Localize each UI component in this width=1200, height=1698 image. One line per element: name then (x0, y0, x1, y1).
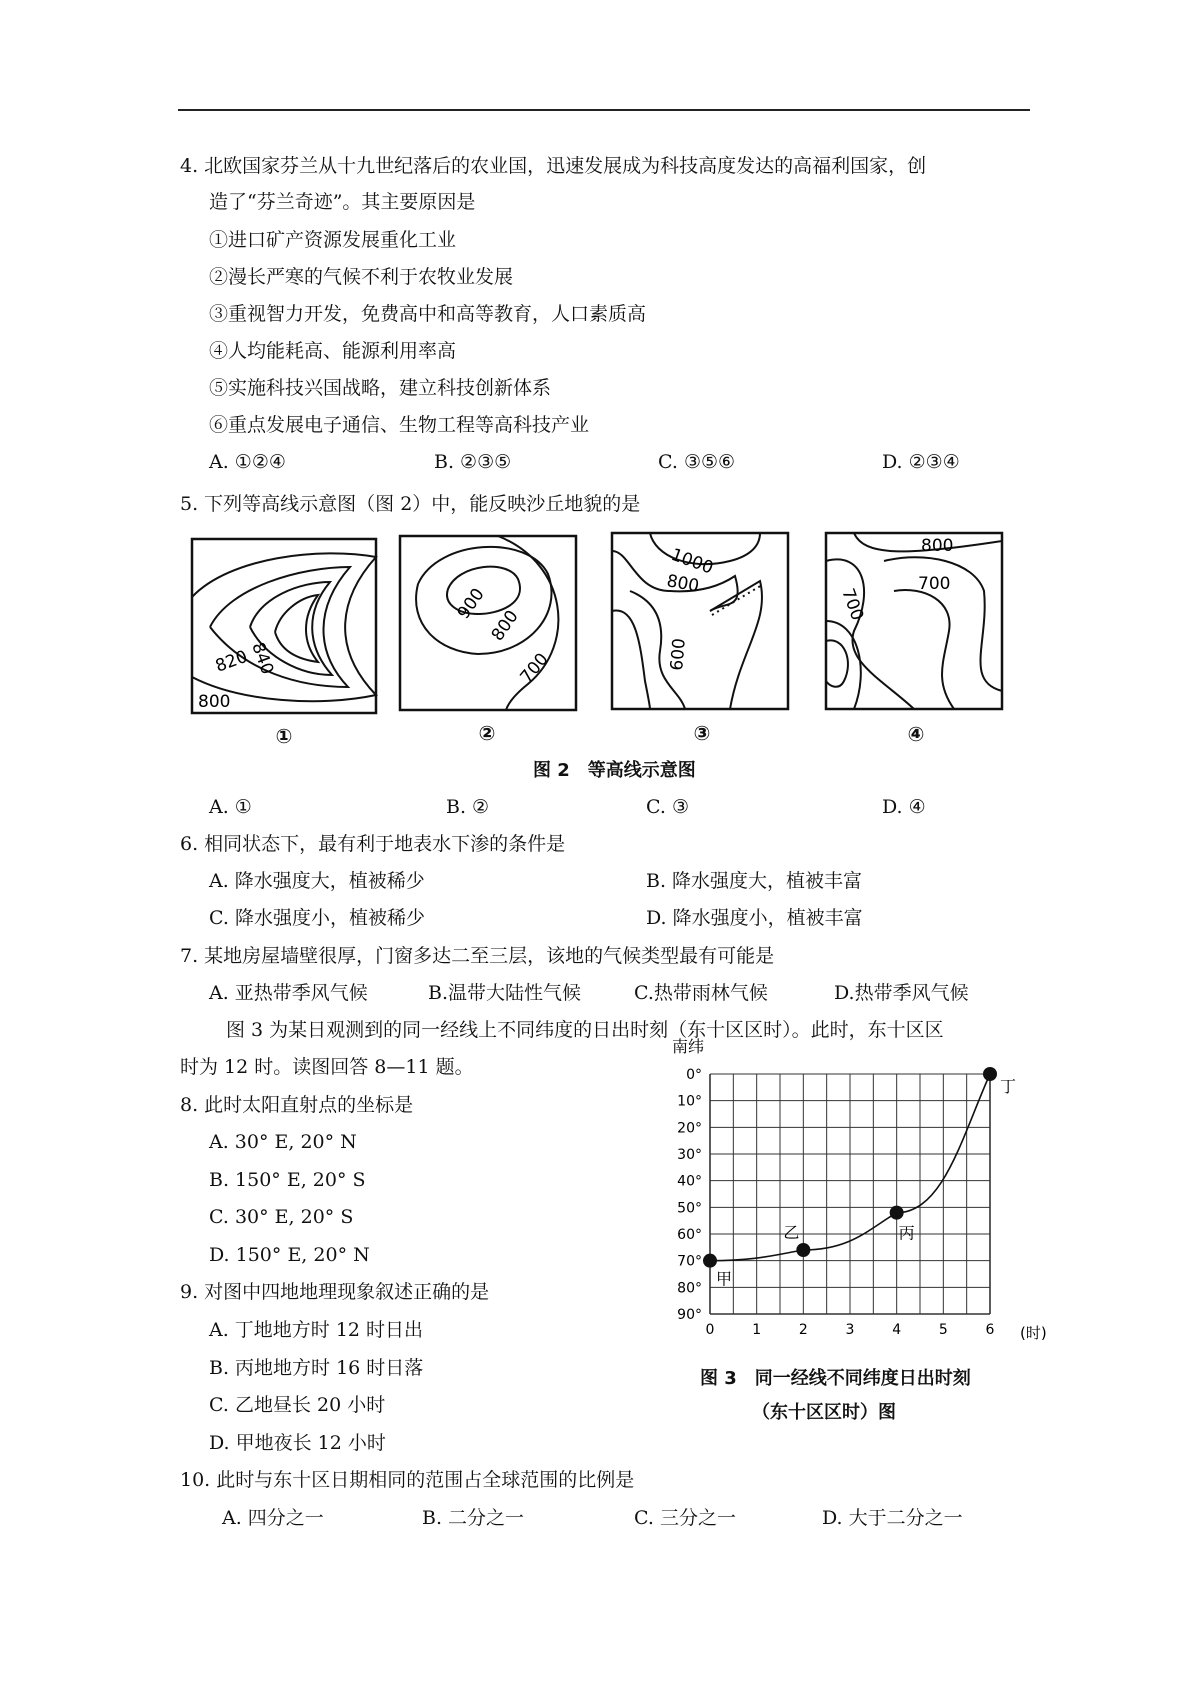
sunrise-chart (660, 1038, 1050, 1350)
q5-option-a[interactable]: A. ① (209, 796, 252, 818)
q8-option-c[interactable]: C. 30° E, 20° S (209, 1206, 354, 1228)
figure-2-caption: 图 2 等高线示意图 (533, 760, 696, 781)
y-tick-label: 20° (677, 1120, 702, 1137)
y-tick-label: 70° (677, 1253, 702, 1270)
q6-option-c[interactable]: C. 降水强度小，植被稀少 (209, 907, 425, 929)
q9-stem: 9. 对图中四地地理现象叙述正确的是 (180, 1281, 490, 1303)
q6-option-b[interactable]: B. 降水强度大，植被丰富 (646, 870, 863, 892)
x-tick-label: 4 (892, 1322, 902, 1338)
q8-option-b[interactable]: B. 150° E, 20° S (209, 1169, 366, 1191)
q9-option-d[interactable]: D. 甲地夜长 12 小时 (209, 1432, 386, 1454)
map-number-4: ④ (907, 722, 925, 746)
contour-label: 700 (918, 574, 951, 594)
point-label: 甲 (716, 1269, 733, 1289)
x-axis-unit: (时) (1020, 1324, 1047, 1342)
q4-stem-line1: 4. 北欧国家芬兰从十九世纪落后的农业国，迅速发展成为科技高度发达的高福利国家，创 (180, 155, 927, 177)
map-number-1: ① (275, 724, 293, 748)
data-point-甲 (703, 1254, 717, 1268)
x-tick-label: 6 (985, 1322, 995, 1338)
q5-option-b[interactable]: B. ② (446, 796, 490, 818)
q4-item: ⑤实施科技兴国战略，建立科技创新体系 (209, 377, 552, 399)
q4-item: ⑥重点发展电子通信、生物工程等高科技产业 (209, 414, 590, 436)
q7-option-d[interactable]: D.热带季风气候 (834, 982, 969, 1004)
contour-label: 800 (198, 692, 231, 712)
x-tick-label: 5 (938, 1322, 948, 1338)
intro-line1: 图 3 为某日观测到的同一经线上不同纬度的日出时刻（东十区区时）。此时，东十区区 (226, 1019, 944, 1041)
map-number-2: ② (478, 721, 496, 745)
y-tick-label: 80° (677, 1280, 702, 1297)
contour-label: 820 (212, 646, 251, 677)
contour-label: 840 (247, 639, 278, 678)
q9-option-b[interactable]: B. 丙地地方时 16 时日落 (209, 1357, 424, 1379)
x-tick-label: 0 (705, 1322, 715, 1338)
y-tick-label: 10° (677, 1093, 702, 1110)
contour-label: 700 (516, 649, 553, 688)
q10-stem: 10. 此时与东十区日期相同的范围占全球范围的比例是 (180, 1469, 635, 1491)
y-tick-label: 60° (677, 1227, 702, 1243)
data-point-丁 (983, 1067, 997, 1081)
y-tick-label: 40° (677, 1173, 702, 1190)
contour-map-1 (190, 537, 378, 715)
contour-label: 1000 (668, 544, 716, 579)
q6-option-a[interactable]: A. 降水强度大，植被稀少 (209, 870, 425, 892)
q4-item: ④人均能耗高、能源利用率高 (209, 340, 457, 362)
contour-label: 700 (837, 585, 868, 624)
contour-label: 600 (667, 637, 690, 672)
figure-3-caption-line1: 图 3 同一经线不同纬度日出时刻 (700, 1368, 971, 1389)
y-tick-label: 50° (677, 1200, 702, 1217)
y-tick-label: 30° (677, 1147, 702, 1163)
header-rule (178, 109, 1030, 111)
q8-option-a[interactable]: A. 30° E, 20° N (209, 1131, 357, 1153)
q4-item: ②漫长严寒的气候不利于农牧业发展 (209, 266, 514, 288)
data-point-乙 (796, 1243, 810, 1257)
q7-option-c[interactable]: C.热带雨林气候 (634, 982, 768, 1004)
x-tick-label: 1 (752, 1322, 762, 1338)
q7-option-a[interactable]: A. 亚热带季风气候 (209, 982, 368, 1004)
y-axis-title: 南纬 (672, 1038, 705, 1056)
q9-option-a[interactable]: A. 丁地地方时 12 时日出 (209, 1319, 424, 1341)
q10-option-b[interactable]: B. 二分之一 (422, 1507, 525, 1529)
q10-option-c[interactable]: C. 三分之一 (634, 1507, 736, 1529)
q4-option-c[interactable]: C. ③⑤⑥ (658, 451, 736, 473)
q6-stem: 6. 相同状态下，最有利于地表水下渗的条件是 (180, 833, 566, 855)
q4-item: ①进口矿产资源发展重化工业 (209, 229, 457, 251)
intro-line2: 时为 12 时。读图回答 8—11 题。 (180, 1056, 474, 1078)
q4-option-d[interactable]: D. ②③④ (882, 451, 960, 473)
q4-item: ③重视智力开发，免费高中和高等教育，人口素质高 (209, 303, 647, 325)
q4-stem-line2: 造了“芬兰奇迹”。其主要原因是 (209, 191, 476, 213)
x-tick-label: 3 (845, 1322, 855, 1338)
point-label: 乙 (783, 1223, 800, 1242)
contour-map-4 (824, 531, 1004, 711)
contour-map-3 (610, 531, 790, 711)
point-label: 丁 (1000, 1077, 1017, 1096)
q4-option-a[interactable]: A. ①②④ (209, 451, 286, 473)
q10-option-a[interactable]: A. 四分之一 (222, 1507, 324, 1529)
y-tick-label: 0° (686, 1067, 702, 1083)
q4-option-b[interactable]: B. ②③⑤ (434, 451, 512, 473)
x-tick-label: 2 (798, 1322, 808, 1338)
contour-label: 800 (665, 571, 701, 597)
contour-label: 900 (453, 584, 489, 623)
contour-map-2 (398, 534, 578, 712)
q9-option-c[interactable]: C. 乙地昼长 20 小时 (209, 1394, 386, 1416)
q5-option-d[interactable]: D. ④ (882, 796, 926, 818)
y-tick-label: 90° (677, 1307, 702, 1323)
point-label: 丙 (898, 1223, 915, 1243)
q6-option-d[interactable]: D. 降水强度小，植被丰富 (646, 907, 863, 929)
q5-stem: 5. 下列等高线示意图（图 2）中，能反映沙丘地貌的是 (180, 493, 641, 515)
q7-option-b[interactable]: B.温带大陆性气候 (428, 982, 582, 1004)
figure-3-caption-line2: （东十区区时）图 (752, 1402, 896, 1423)
map-number-3: ③ (693, 721, 711, 745)
data-point-丙 (890, 1206, 904, 1220)
q8-stem: 8. 此时太阳直射点的坐标是 (180, 1094, 414, 1116)
contour-label: 800 (487, 606, 523, 645)
contour-label: 800 (921, 536, 954, 556)
q10-option-d[interactable]: D. 大于二分之一 (822, 1507, 963, 1529)
q8-option-d[interactable]: D. 150° E, 20° N (209, 1244, 370, 1266)
q5-option-c[interactable]: C. ③ (646, 796, 689, 818)
q7-stem: 7. 某地房屋墙壁很厚，门窗多达二至三层，该地的气候类型最有可能是 (180, 945, 775, 967)
